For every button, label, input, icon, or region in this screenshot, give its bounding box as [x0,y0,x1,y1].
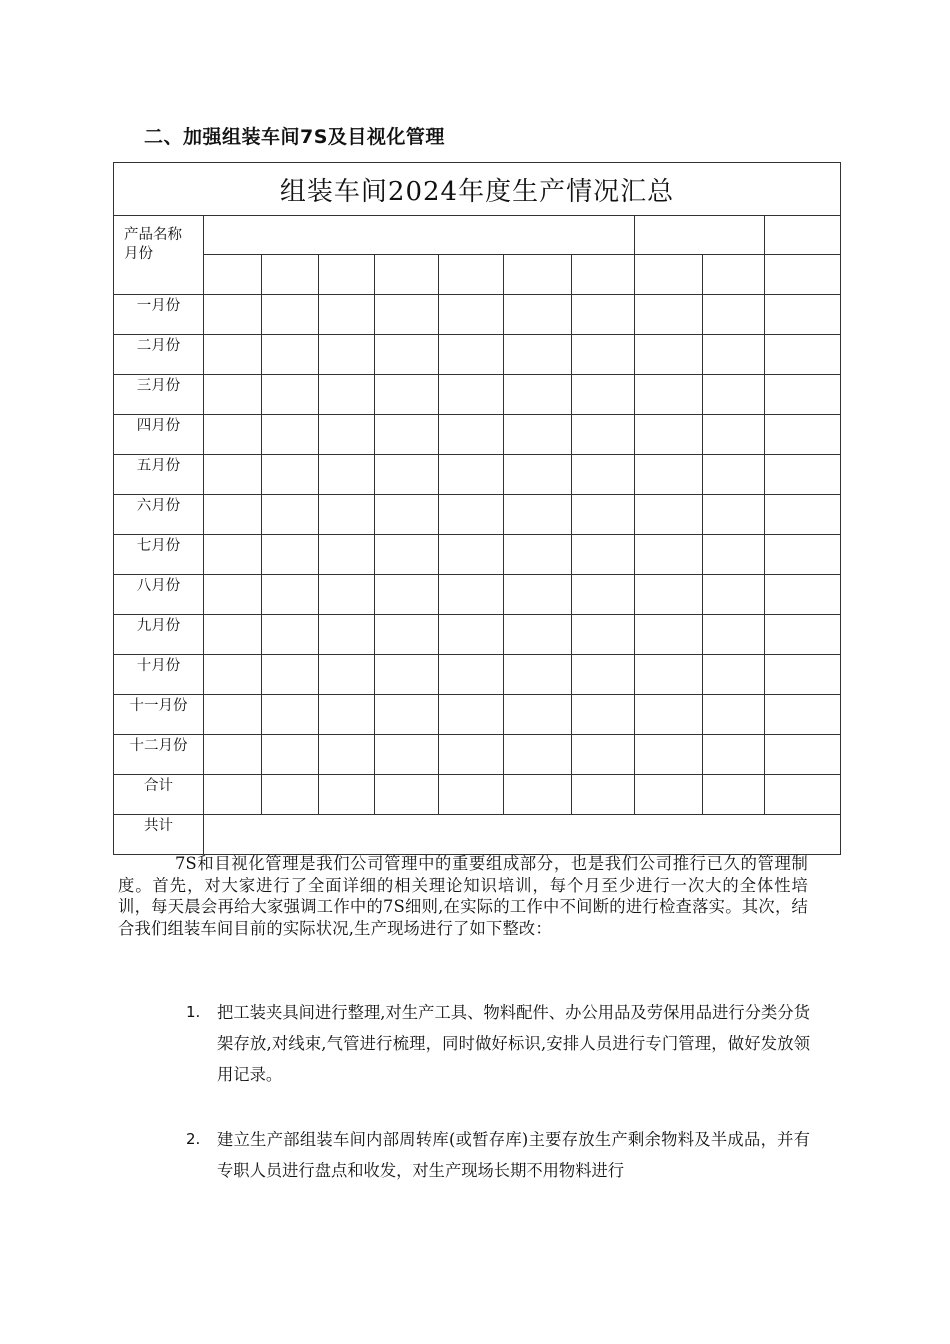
value-cell [703,735,765,775]
value-cell [204,455,262,495]
row-label-cell [114,535,204,575]
value-cell [204,335,262,375]
row-label-cell [114,415,204,455]
value-cell [375,535,439,575]
product-column-cell [504,255,572,295]
value-cell [572,695,635,735]
value-cell [703,375,765,415]
value-cell [319,415,375,455]
value-cell [572,375,635,415]
row-label-cell [114,375,204,415]
value-cell [765,375,841,415]
value-cell [319,615,375,655]
value-cell [635,615,703,655]
row-label-cell [114,495,204,535]
value-cell [262,695,319,735]
row-label: 四月份 [136,418,181,434]
value-cell [375,735,439,775]
value-cell [572,575,635,615]
value-cell [504,415,572,455]
product-column-cell [319,255,375,295]
value-cell [439,295,504,335]
value-cell [204,415,262,455]
value-cell [319,375,375,415]
row-label: 十月份 [136,658,181,674]
list-number: 2. [186,1130,201,1148]
value-cell [439,535,504,575]
table-row [114,615,841,655]
value-cell [375,575,439,615]
product-column-cell [204,255,262,295]
value-cell [375,455,439,495]
row-label: 合计 [144,778,173,794]
value-cell [635,655,703,695]
value-cell [504,335,572,375]
table-title: 组装车间2024年度生产情况汇总 [114,163,841,216]
table-row [114,295,841,335]
row-label: 十一月份 [129,698,188,714]
value-cell [635,535,703,575]
value-cell [319,495,375,535]
value-cell [765,615,841,655]
value-cell [439,495,504,535]
value-cell [572,415,635,455]
product-column-cell [703,255,765,295]
value-cell [319,335,375,375]
value-cell [703,575,765,615]
value-cell [703,615,765,655]
value-cell [439,695,504,735]
value-cell [572,655,635,695]
body-paragraph: 7S和目视化管理是我们公司管理中的重要组成部分，也是我们公司推行已久的管理制度。首先，对大家进行了全面详细的相关理论知识培训，每个月至少进行一次大的全体性培训，每天晨会再给大家强调工作中的7S细则,在实际的工作中不间断的进行检查落实。其次，结合我们组装车间目前的实际状况,生产现场进行了如下整改： [118,854,808,938]
value-cell [262,575,319,615]
header-cell [635,216,765,255]
list-text: 建立生产部组装车间内部周转库(或暂存库)主要存放生产剩余物料及半成品，并有专职人员进行盘点和收发，对生产现场长期不用物料进行 [217,1130,810,1180]
value-cell [703,415,765,455]
row-label: 六月份 [136,498,181,514]
value-cell [635,295,703,335]
value-cell [635,775,703,815]
value-cell [319,775,375,815]
row-label-cell [114,295,204,335]
value-cell [204,655,262,695]
value-cell [204,495,262,535]
value-cell [703,335,765,375]
product-column-cell [262,255,319,295]
value-cell [204,775,262,815]
value-cell [703,655,765,695]
value-cell [572,455,635,495]
value-cell [319,455,375,495]
value-cell [375,495,439,535]
list-item [186,997,810,1090]
table-row [114,455,841,495]
value-cell [204,815,841,855]
value-cell [703,695,765,735]
value-cell [504,495,572,535]
value-cell [204,295,262,335]
value-cell [572,295,635,335]
value-cell [572,495,635,535]
value-cell [204,615,262,655]
value-cell [262,295,319,335]
table-row [114,495,841,535]
value-cell [765,695,841,735]
table-row [114,575,841,615]
value-cell [439,575,504,615]
value-cell [703,775,765,815]
production-summary-table [113,162,841,855]
value-cell [572,335,635,375]
corner-month-label: 月份 [124,246,153,262]
value-cell [262,655,319,695]
row-label-cell [114,615,204,655]
value-cell [504,775,572,815]
value-cell [439,655,504,695]
value-cell [375,695,439,735]
value-cell [765,655,841,695]
value-cell [375,375,439,415]
value-cell [504,655,572,695]
table-row [114,335,841,375]
value-cell [765,295,841,335]
value-cell [262,375,319,415]
value-cell [765,535,841,575]
value-cell [504,535,572,575]
value-cell [765,735,841,775]
table-row [114,815,841,855]
value-cell [262,535,319,575]
row-label-cell [114,695,204,735]
value-cell [703,295,765,335]
header-cell [765,216,841,255]
value-cell [319,535,375,575]
value-cell [635,695,703,735]
value-cell [375,415,439,455]
corner-product-label: 产品名称 [124,227,182,243]
value-cell [765,495,841,535]
value-cell [262,455,319,495]
row-label-cell [114,655,204,695]
value-cell [204,735,262,775]
value-cell [262,335,319,375]
table-row [114,695,841,735]
table-row [114,535,841,575]
value-cell [262,615,319,655]
value-cell [319,735,375,775]
value-cell [504,455,572,495]
list-text: 把工装夹具间进行整理,对生产工具、物料配件、办公用品及劳保用品进行分类分货架存放,对线束,气管进行梳理，同时做好标识,安排人员进行专门管理，做好发放领用记录。 [217,1003,810,1084]
value-cell [504,695,572,735]
list-number: 1. [186,1003,201,1021]
value-cell [635,375,703,415]
value-cell [635,335,703,375]
value-cell [204,375,262,415]
value-cell [439,775,504,815]
row-label-cell [114,775,204,815]
value-cell [204,535,262,575]
value-cell [765,455,841,495]
row-label: 十二月份 [129,738,188,754]
value-cell [439,375,504,415]
value-cell [262,775,319,815]
table-row [114,375,841,415]
row-label-cell [114,455,204,495]
table-row [114,775,841,815]
table-row [114,735,841,775]
row-label-cell [114,335,204,375]
value-cell [703,535,765,575]
value-cell [375,295,439,335]
product-column-cell [765,255,841,295]
section-heading: 二、加强组装车间7S及目视化管理 [144,126,445,148]
value-cell [375,615,439,655]
row-label: 共计 [144,818,173,834]
header-cell [204,216,635,255]
row-label: 二月份 [136,338,181,354]
value-cell [439,455,504,495]
value-cell [635,575,703,615]
value-cell [439,335,504,375]
value-cell [204,575,262,615]
value-cell [504,575,572,615]
product-column-cell [635,255,703,295]
value-cell [635,735,703,775]
value-cell [262,735,319,775]
value-cell [439,615,504,655]
row-label: 九月份 [136,618,181,634]
row-label-cell [114,735,204,775]
value-cell [572,775,635,815]
value-cell [703,455,765,495]
value-cell [504,295,572,335]
value-cell [439,415,504,455]
value-cell [504,375,572,415]
list-item [186,1124,810,1186]
value-cell [504,615,572,655]
row-label: 三月份 [136,378,181,394]
table-row [114,415,841,455]
product-column-cell [572,255,635,295]
value-cell [319,575,375,615]
row-label: 五月份 [136,458,181,474]
value-cell [765,415,841,455]
value-cell [765,335,841,375]
table-row [114,655,841,695]
product-column-cell [439,255,504,295]
product-column-cell [375,255,439,295]
value-cell [439,735,504,775]
row-label-cell [114,815,204,855]
value-cell [262,415,319,455]
value-cell [262,495,319,535]
value-cell [375,655,439,695]
value-cell [635,455,703,495]
value-cell [572,735,635,775]
value-cell [703,495,765,535]
value-cell [635,415,703,455]
value-cell [319,655,375,695]
value-cell [572,615,635,655]
value-cell [319,295,375,335]
value-cell [572,535,635,575]
row-label-cell [114,575,204,615]
value-cell [375,335,439,375]
corner-header [114,216,204,295]
value-cell [765,775,841,815]
value-cell [504,735,572,775]
value-cell [319,695,375,735]
value-cell [635,495,703,535]
value-cell [765,575,841,615]
value-cell [204,695,262,735]
row-label: 八月份 [136,578,181,594]
row-label: 一月份 [136,298,181,314]
value-cell [375,775,439,815]
row-label: 七月份 [136,538,181,554]
